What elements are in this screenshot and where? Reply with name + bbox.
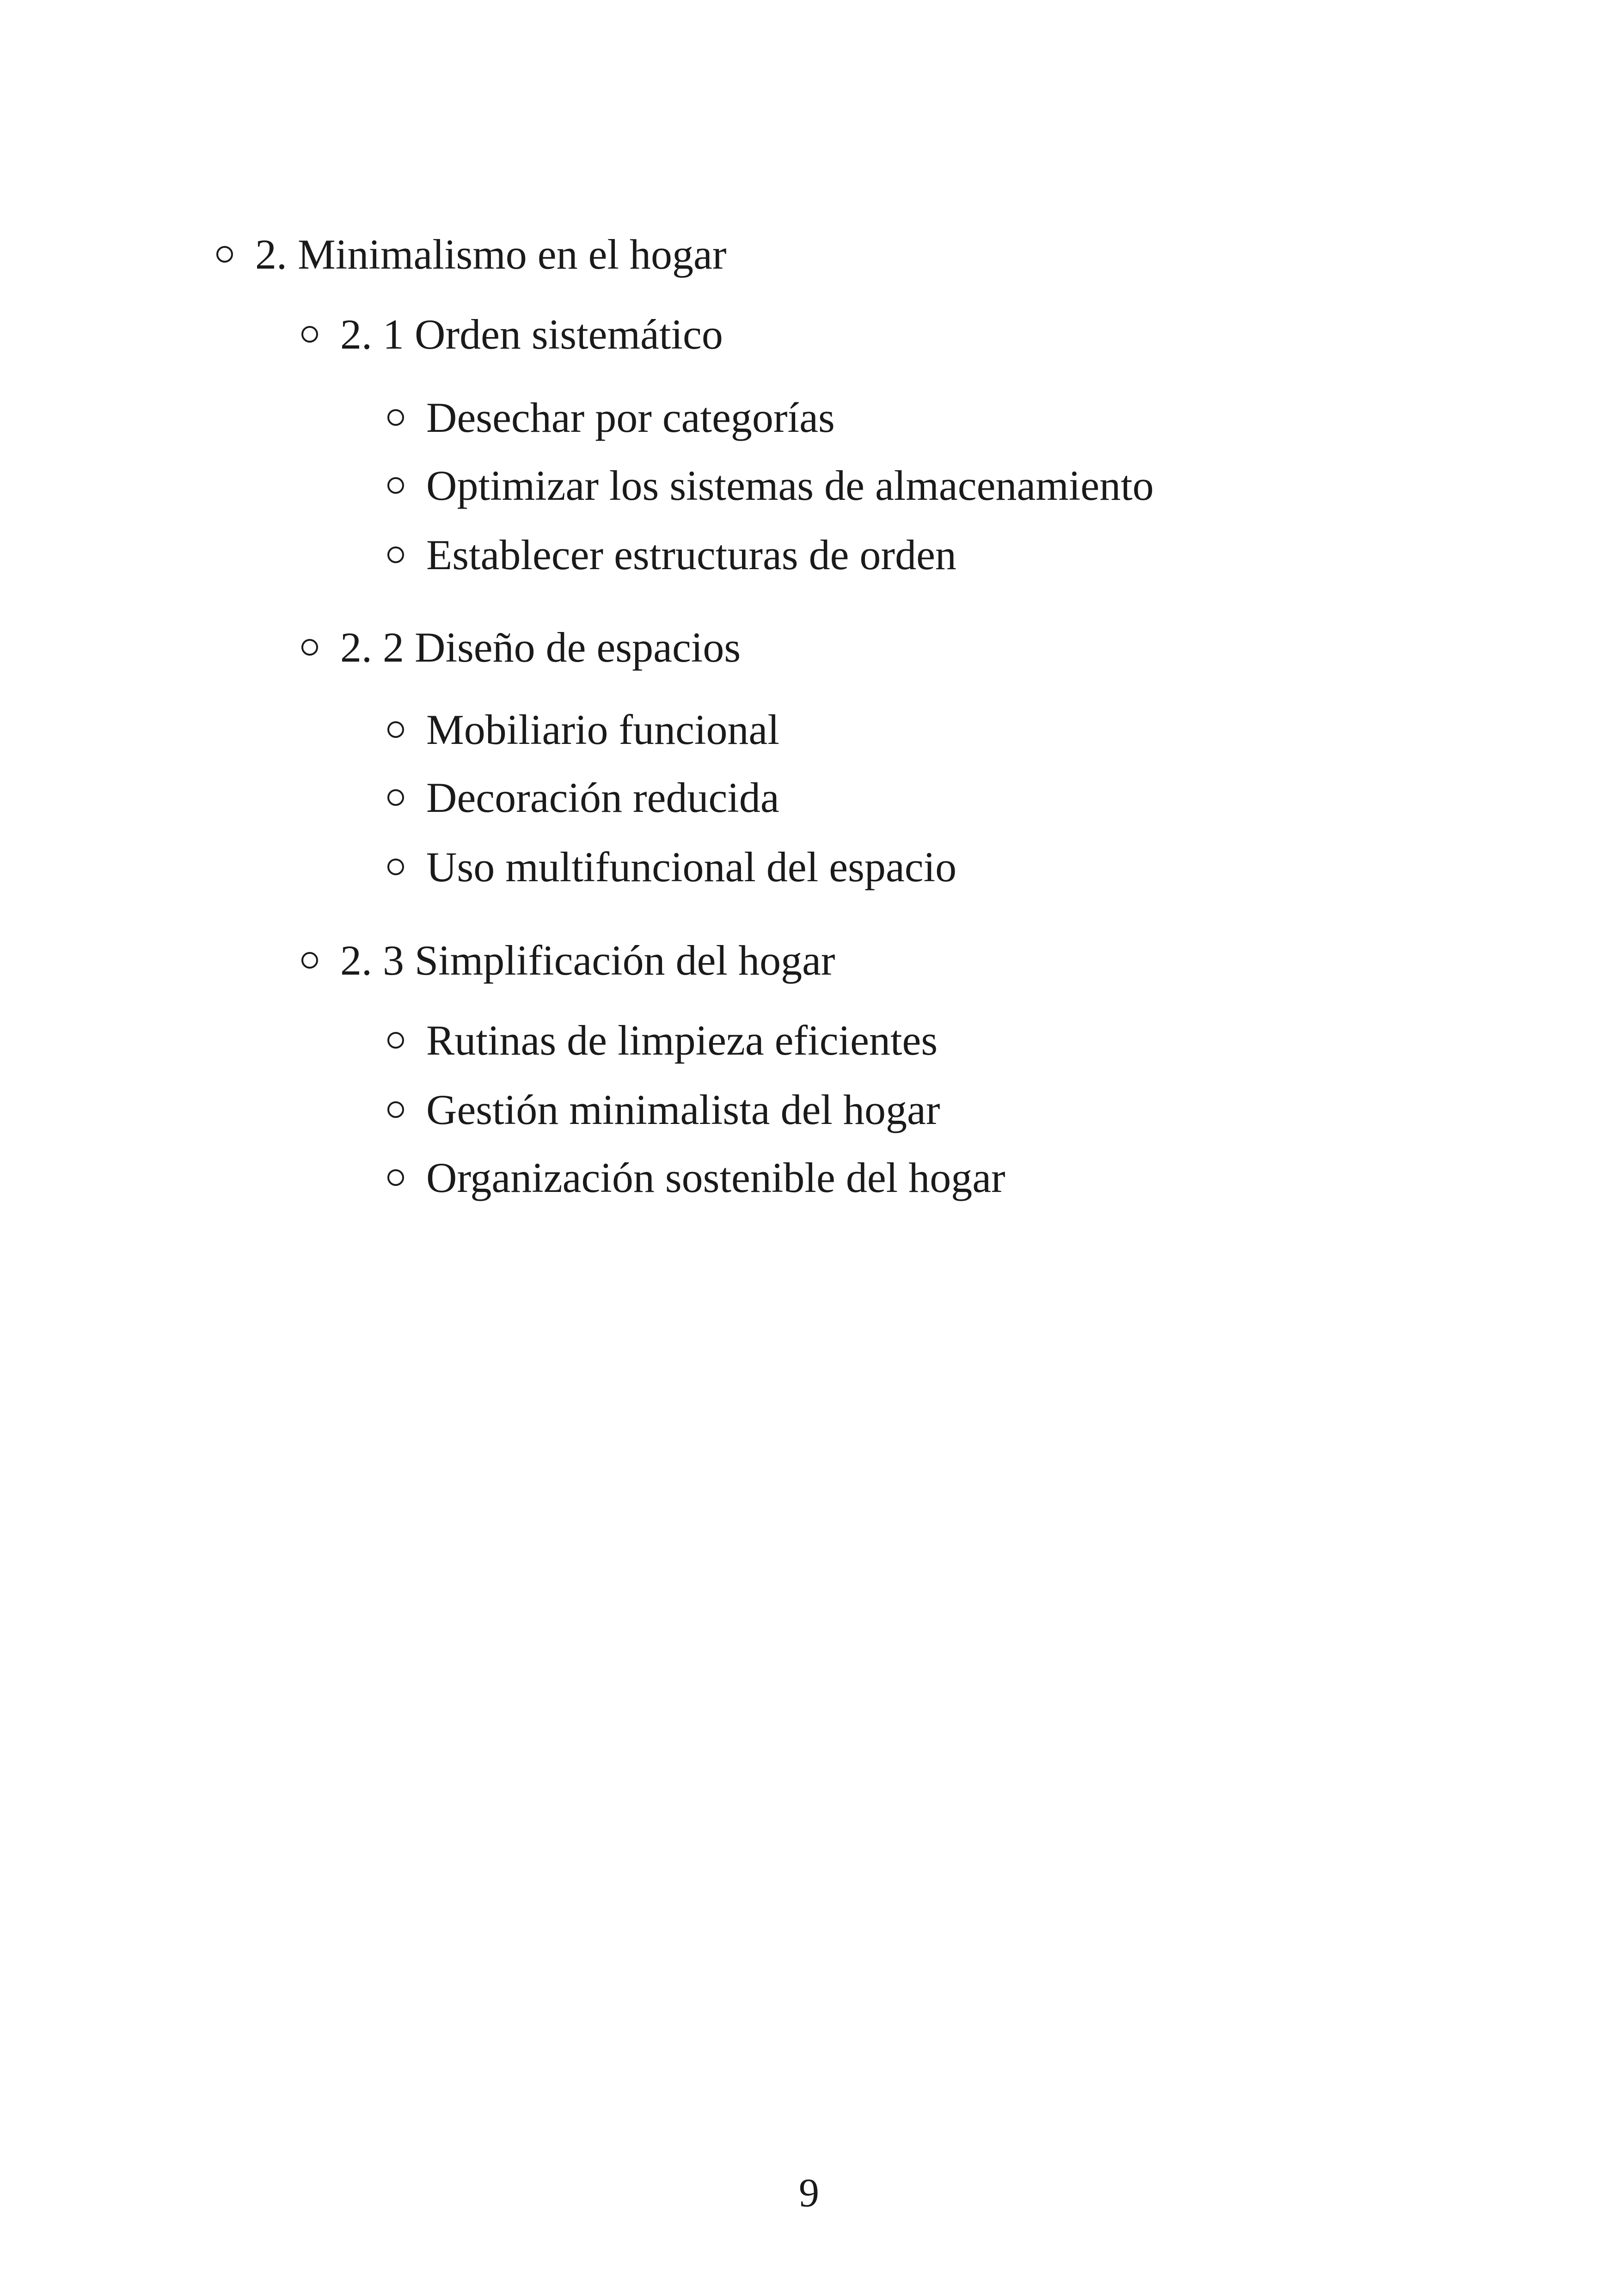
outline-item [387, 527, 956, 583]
outline-subsection [301, 620, 741, 675]
hollow-circle-icon [387, 721, 404, 738]
hollow-circle-icon [387, 1101, 404, 1118]
hollow-circle-icon [387, 477, 404, 494]
outline-item [387, 702, 779, 757]
outline-item [387, 458, 1154, 513]
item-label: Gestión minimalista del hogar [426, 1086, 940, 1133]
item-label: Organización sostenible del hogar [426, 1154, 1005, 1201]
subsection-title: 2. 1 Orden sistemático [340, 311, 723, 358]
hollow-circle-icon [301, 952, 318, 969]
subsection-title: 2. 3 Simplificación del hogar [340, 937, 835, 984]
subsection-title: 2. 2 Diseño de espacios [340, 624, 741, 671]
outline-subsection [301, 933, 835, 988]
hollow-circle-icon [387, 789, 404, 806]
outline-item [387, 770, 779, 825]
section-title: 2. Minimalismo en el hogar [255, 231, 727, 278]
item-label: Establecer estructuras de orden [426, 531, 956, 578]
item-label: Mobiliario funcional [426, 706, 779, 753]
outline-section [216, 227, 727, 282]
hollow-circle-icon [387, 1169, 404, 1186]
hollow-circle-icon [387, 546, 404, 563]
item-label: Rutinas de limpieza eficientes [426, 1017, 938, 1064]
outline-item [387, 1082, 940, 1137]
hollow-circle-icon [387, 409, 404, 426]
hollow-circle-icon [387, 859, 404, 875]
page-number: 9 [799, 2171, 819, 2216]
item-label: Desechar por categorías [426, 394, 835, 441]
item-label: Optimizar los sistemas de almacenamiento [426, 462, 1154, 509]
outline-item [387, 839, 956, 895]
hollow-circle-icon [301, 326, 318, 343]
outline-item [387, 1150, 1005, 1205]
hollow-circle-icon [216, 246, 233, 263]
hollow-circle-icon [301, 639, 318, 656]
item-label: Decoración reducida [426, 774, 779, 821]
outline-subsection [301, 307, 723, 362]
outline-item [387, 1013, 938, 1068]
outline-item [387, 390, 835, 445]
hollow-circle-icon [387, 1032, 404, 1049]
item-label: Uso multifuncional del espacio [426, 843, 957, 890]
